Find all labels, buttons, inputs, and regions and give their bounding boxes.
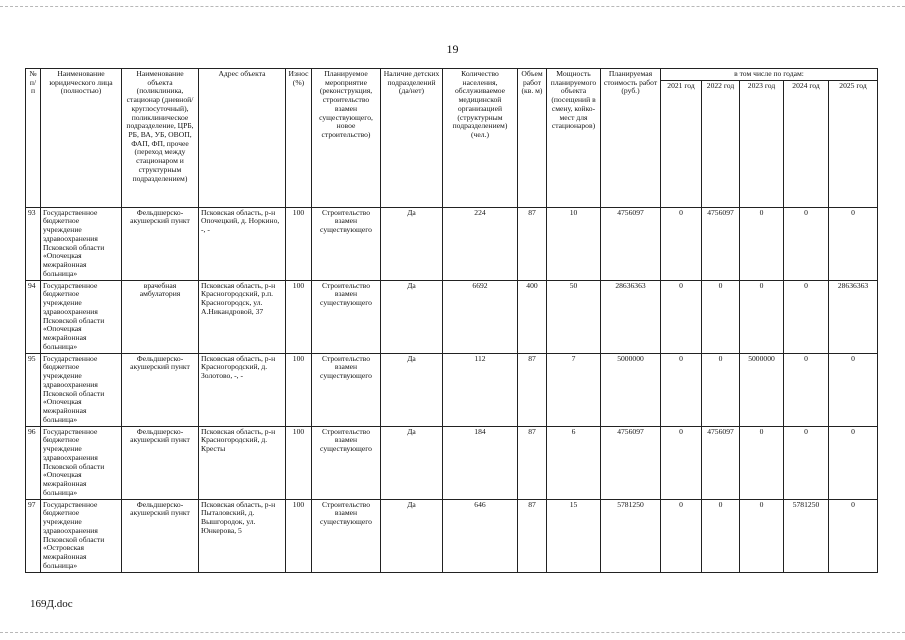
header-years-group: в том числе по годам: bbox=[661, 69, 878, 81]
row-capacity: 50 bbox=[547, 280, 601, 353]
row-volume: 87 bbox=[518, 207, 547, 280]
row-year-2023: 5000000 bbox=[740, 353, 784, 426]
header-year-2024: 2024 год bbox=[784, 80, 829, 207]
row-year-2025: 0 bbox=[829, 207, 878, 280]
row-population: 112 bbox=[443, 353, 518, 426]
row-year-2025: 0 bbox=[829, 353, 878, 426]
row-year-2021: 0 bbox=[661, 207, 702, 280]
row-entity: Государственное бюджетное учреждение здравоохранения Псковской области «Опочецкая межрайонная больница» bbox=[41, 353, 122, 426]
row-entity: Государственное бюджетное учреждение здравоохранения Псковской области «Островская межрайонная больница» bbox=[41, 499, 122, 572]
row-num: 93 bbox=[26, 207, 41, 280]
footer-filename: 169Д.doc bbox=[30, 598, 73, 610]
row-year-2021: 0 bbox=[661, 353, 702, 426]
row-population: 6692 bbox=[443, 280, 518, 353]
row-measures: Строительство взамен существующего bbox=[312, 353, 381, 426]
row-address: Псковская область, р-н Красногородский, д. Золотово, -, - bbox=[199, 353, 286, 426]
scan-bottom-edge bbox=[0, 632, 905, 633]
row-object: врачебная амбулатория bbox=[122, 280, 199, 353]
row-wear: 100 bbox=[286, 280, 312, 353]
row-year-2022: 0 bbox=[702, 499, 740, 572]
row-wear: 100 bbox=[286, 499, 312, 572]
header-entity: Наименование юридического лица (полностью) bbox=[41, 69, 122, 208]
row-address: Псковская область, р-н Опочецкий, д. Норкино, -, - bbox=[199, 207, 286, 280]
header-year-2022: 2022 год bbox=[702, 80, 740, 207]
row-cost: 28636363 bbox=[601, 280, 661, 353]
row-year-2023: 0 bbox=[740, 499, 784, 572]
header-object: Наименование объекта (поликлиника, стационар (дневной/ круглосуточный), поликлиническое подразделение, ЦРБ, РБ, ВА, УБ, ОВОП, ФАП, ФП, прочее (переход между стационаром и структурным подразделением) bbox=[122, 69, 199, 208]
row-year-2024: 0 bbox=[784, 353, 829, 426]
row-year-2022: 4756097 bbox=[702, 207, 740, 280]
header-year-2023: 2023 год bbox=[740, 80, 784, 207]
row-object: Фельдшерско-акушерский пункт bbox=[122, 499, 199, 572]
row-year-2023: 0 bbox=[740, 280, 784, 353]
header-year-2025: 2025 год bbox=[829, 80, 878, 207]
scan-top-edge bbox=[0, 6, 905, 7]
row-capacity: 15 bbox=[547, 499, 601, 572]
header-row bbox=[26, 69, 878, 81]
row-year-2023: 0 bbox=[740, 207, 784, 280]
page-number: 19 bbox=[446, 42, 459, 56]
row-year-2022: 0 bbox=[702, 280, 740, 353]
row-population: 184 bbox=[443, 426, 518, 499]
row-population: 646 bbox=[443, 499, 518, 572]
table-row bbox=[26, 207, 878, 280]
header-capacity: Мощность планируемого объекта (посещений в смену, койко-мест для стационаров) bbox=[547, 69, 601, 208]
row-entity: Государственное бюджетное учреждение здравоохранения Псковской области «Опочецкая межрайонная больница» bbox=[41, 280, 122, 353]
header-cost: Планируемая стоимость работ (руб.) bbox=[601, 69, 661, 208]
header-address: Адрес объекта bbox=[199, 69, 286, 208]
header-wear: Износ (%) bbox=[286, 69, 312, 208]
row-volume: 87 bbox=[518, 353, 547, 426]
header-year-2021: 2021 год bbox=[661, 80, 702, 207]
row-address: Псковская область, р-н Красногородский, р.п. Красногородск, ул. А.Никандровой, 37 bbox=[199, 280, 286, 353]
row-object: Фельдшерско-акушерский пункт bbox=[122, 353, 199, 426]
facilities-table bbox=[25, 68, 878, 573]
header-population: Количество населения, обслуживаемое медицинской организацией (структурным подразделением) (чел.) bbox=[443, 69, 518, 208]
table-row bbox=[26, 280, 878, 353]
header-measures: Планируемое мероприятие (реконструкция, строительство взамен существующего, новое строительство) bbox=[312, 69, 381, 208]
table-row bbox=[26, 353, 878, 426]
row-measures: Строительство взамен существующего bbox=[312, 426, 381, 499]
row-children: Да bbox=[381, 426, 443, 499]
row-cost: 5781250 bbox=[601, 499, 661, 572]
row-object: Фельдшерско-акушерский пункт bbox=[122, 426, 199, 499]
row-num: 97 bbox=[26, 499, 41, 572]
row-children: Да bbox=[381, 499, 443, 572]
row-wear: 100 bbox=[286, 426, 312, 499]
row-year-2021: 0 bbox=[661, 426, 702, 499]
row-capacity: 7 bbox=[547, 353, 601, 426]
row-object: Фельдшерско-акушерский пункт bbox=[122, 207, 199, 280]
row-year-2024: 0 bbox=[784, 426, 829, 499]
row-children: Да bbox=[381, 280, 443, 353]
row-year-2024: 5781250 bbox=[784, 499, 829, 572]
row-year-2025: 0 bbox=[829, 426, 878, 499]
row-year-2022: 0 bbox=[702, 353, 740, 426]
header-children: Наличие детских подразделений (да/нет) bbox=[381, 69, 443, 208]
row-children: Да bbox=[381, 207, 443, 280]
row-cost: 5000000 bbox=[601, 353, 661, 426]
row-num: 94 bbox=[26, 280, 41, 353]
row-year-2024: 0 bbox=[784, 280, 829, 353]
row-measures: Строительство взамен существующего bbox=[312, 499, 381, 572]
row-year-2023: 0 bbox=[740, 426, 784, 499]
row-address: Псковская область, р-н Красногородский, д. Кресты bbox=[199, 426, 286, 499]
row-year-2025: 28636363 bbox=[829, 280, 878, 353]
row-wear: 100 bbox=[286, 207, 312, 280]
row-cost: 4756097 bbox=[601, 426, 661, 499]
row-wear: 100 bbox=[286, 353, 312, 426]
table-row bbox=[26, 426, 878, 499]
row-year-2022: 4756097 bbox=[702, 426, 740, 499]
row-cost: 4756097 bbox=[601, 207, 661, 280]
row-year-2021: 0 bbox=[661, 499, 702, 572]
row-volume: 87 bbox=[518, 499, 547, 572]
row-num: 95 bbox=[26, 353, 41, 426]
row-num: 96 bbox=[26, 426, 41, 499]
row-population: 224 bbox=[443, 207, 518, 280]
table-row bbox=[26, 499, 878, 572]
row-volume: 400 bbox=[518, 280, 547, 353]
row-capacity: 6 bbox=[547, 426, 601, 499]
row-measures: Строительство взамен существующего bbox=[312, 280, 381, 353]
row-volume: 87 bbox=[518, 426, 547, 499]
row-children: Да bbox=[381, 353, 443, 426]
header-volume: Объем работ (кв. м) bbox=[518, 69, 547, 208]
row-year-2025: 0 bbox=[829, 499, 878, 572]
row-address: Псковская область, р-н Пыталовский, д. Вышгородок, ул. Юнкерова, 5 bbox=[199, 499, 286, 572]
row-entity: Государственное бюджетное учреждение здравоохранения Псковской области «Опочецкая межрайонная больница» bbox=[41, 426, 122, 499]
header-num: № п/п bbox=[26, 69, 41, 208]
row-year-2024: 0 bbox=[784, 207, 829, 280]
row-year-2021: 0 bbox=[661, 280, 702, 353]
row-capacity: 10 bbox=[547, 207, 601, 280]
row-entity: Государственное бюджетное учреждение здравоохранения Псковской области «Опочецкая межрайонная больница» bbox=[41, 207, 122, 280]
row-measures: Строительство взамен существующего bbox=[312, 207, 381, 280]
